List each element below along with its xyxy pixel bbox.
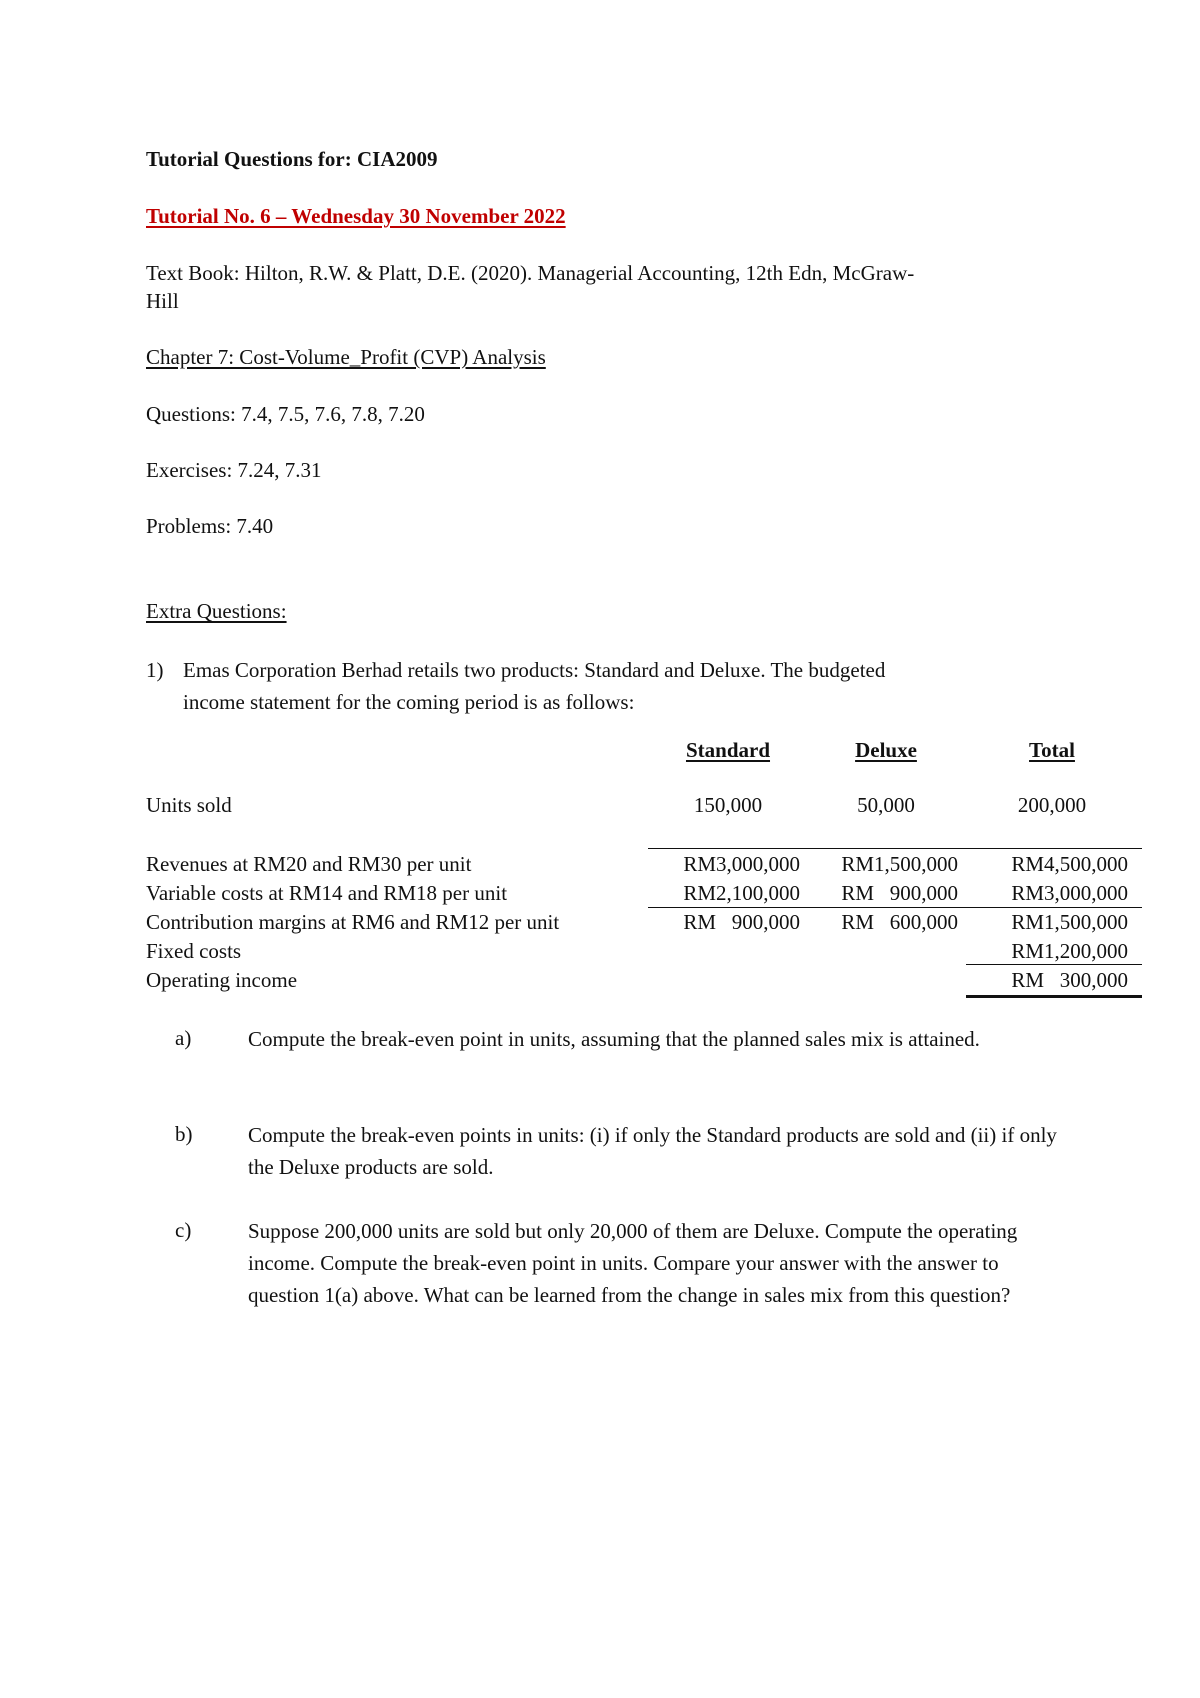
question-1-line-2: income statement for the coming period is as follows: [183, 690, 635, 714]
header-standard: Standard [685, 738, 771, 762]
header-total: Total [1029, 738, 1075, 762]
subquestion-c-letter: c) [175, 1218, 192, 1242]
units-sold-standard: 150,000 [693, 793, 763, 817]
revenues-standard: RM3,000,000 [683, 852, 800, 876]
variable-costs-label: Variable costs at RM14 and RM18 per unit [146, 881, 508, 905]
revenues-total: RM4,500,000 [1011, 852, 1128, 876]
textbook-line-1: Text Book: Hilton, R.W. & Platt, D.E. (2020). Managerial Accounting, 12th Edn, McGraw- [146, 261, 915, 285]
operating-income-label: Operating income [146, 968, 298, 992]
units-sold-deluxe: 50,000 [857, 793, 915, 817]
exercises-list: Exercises: 7.24, 7.31 [146, 458, 322, 482]
variable-costs-deluxe: RM 900,000 [841, 881, 958, 905]
chapter-heading: Chapter 7: Cost-Volume_Profit (CVP) Analysis [146, 345, 546, 369]
tutorial-heading: Tutorial No. 6 – Wednesday 30 November 2022 [146, 204, 566, 228]
fixed-costs-label: Fixed costs [146, 939, 242, 963]
fixed-costs-row [146, 936, 1146, 965]
subquestion-a-letter: a) [175, 1026, 192, 1050]
document-title: Tutorial Questions for: CIA2009 [146, 147, 438, 171]
question-1-number: 1) [146, 658, 164, 682]
subquestion-c-text: Suppose 200,000 units are sold but only 20,000 of them are Deluxe. Compute the operating income. Compute the break-even point in units. Compare your answer with the answer to question 1(a) above. What can be learned from the change in sales mix from this question? [248, 1219, 1018, 1307]
variable-costs-row [146, 878, 1146, 907]
subquestion-b-letter: b) [175, 1122, 193, 1146]
contribution-total: RM1,500,000 [1011, 910, 1128, 934]
operating-income-total: RM 300,000 [1011, 968, 1128, 992]
extra-questions-heading: Extra Questions: [146, 599, 287, 623]
variable-costs-standard: RM2,100,000 [683, 881, 800, 905]
units-sold-row [146, 790, 1146, 819]
revenues-label: Revenues at RM20 and RM30 per unit [146, 852, 472, 876]
subquestion-a-text: Compute the break-even point in units, assuming that the planned sales mix is attained. [248, 1027, 980, 1051]
contribution-label: Contribution margins at RM6 and RM12 per unit [146, 910, 560, 934]
revenues-deluxe: RM1,500,000 [841, 852, 958, 876]
contribution-deluxe: RM 600,000 [841, 910, 958, 934]
units-sold-total: 200,000 [1017, 793, 1087, 817]
question-1-line-1: Emas Corporation Berhad retails two products: Standard and Deluxe. The budgeted [183, 658, 886, 682]
variable-costs-total: RM3,000,000 [1011, 881, 1128, 905]
contribution-standard: RM 900,000 [683, 910, 800, 934]
problems-list: Problems: 7.40 [146, 514, 274, 538]
statement-header-row [146, 735, 1146, 764]
questions-list: Questions: 7.4, 7.5, 7.6, 7.8, 7.20 [146, 402, 425, 426]
units-sold-label: Units sold [146, 793, 232, 817]
contribution-row [146, 907, 1146, 936]
operating-income-row [146, 965, 1146, 994]
double-rule-operating-income [966, 995, 1142, 998]
subquestion-b-text: Compute the break-even points in units: (i) if only the Standard products are sold and (ii) if only the Deluxe products are sold. [248, 1123, 1057, 1179]
revenues-row [146, 849, 1146, 878]
fixed-costs-total: RM1,200,000 [1011, 939, 1128, 963]
header-deluxe: Deluxe [855, 738, 917, 762]
textbook-line-2: Hill [146, 289, 179, 313]
